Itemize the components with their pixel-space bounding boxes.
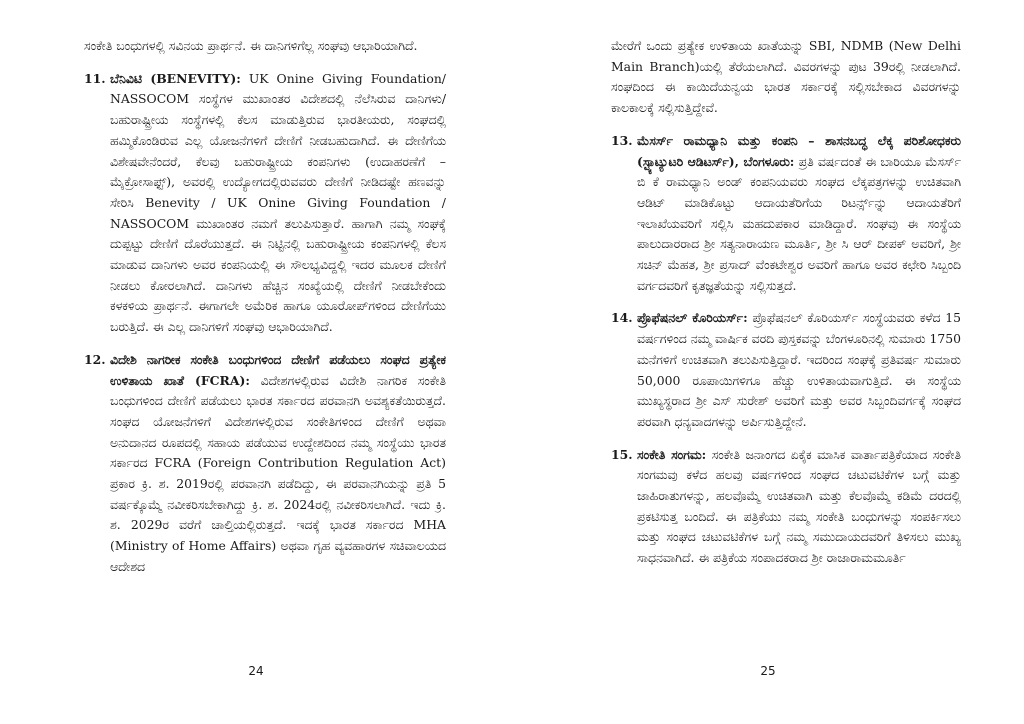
list-item-13 — [611, 131, 961, 297]
item-heading: ಬೆನಿವಿಟಿ (BENEVITY): — [110, 70, 241, 86]
item-heading: ವಿದೇಶಿ ನಾಗರೀಕ ಸಂಕೇತಿ ಬಂಧುಗಳಿಂದ ದೇಣಿಗೆ ಪಡೆಯಲು ಸಂಘದ ಪ್ರತ್ಯೇಕ ಉಳಿತಾಯ ಖಾತೆ (FCRA): — [110, 351, 446, 388]
item-number: 11. — [84, 70, 106, 86]
right-page-intro: ಮೇರೆಗೆ ಒಂದು ಪ್ರತ್ಯೇಕ ಉಳಿತಾಯ ಖಾತೆಯನ್ನು SBI, NDMB (New Delhi Main Branch)ಯಲ್ಲಿ ತೆರೆಯಲಾಗಿದೆ. ವಿವರಗಳನ್ನು ಪುಟ 39ರಲ್ಲಿ ನೀಡಲಾಗಿದೆ. ಸಂಘದಿಂದ ಈ ಕಾಯಿದೆಯನ್ವಯ ಭಾರತ ಸರ್ಕಾರಕ್ಕೆ ಸಲ್ಲಿಸಬೇಕಾದ ವಿವರಗಳನ್ನು ಕಾಲಕಾಲಕ್ಕೆ ಸಲ್ಲಿಸುತ್ತಿದ್ದೇವೆ. — [611, 38, 961, 116]
item-heading: ಮೆಸರ್ಸ್ ರಾಮಧ್ಯಾನಿ ಮತ್ತು ಕಂಪನಿ – ಶಾಸನಬದ್ಧ ಲೆಕ್ಕ ಪರಿಶೋಧಕರು (ಸ್ಟ್ಯಾಟ್ಯುಟರಿ ಆಡಿಟರ್ಸ್), ಬೆಂಗಳೂರು: — [637, 132, 961, 169]
item-number: 13. — [611, 132, 633, 148]
page-number: 25 — [760, 664, 776, 678]
item-text: ಪ್ರತಿ ವರ್ಷದಂತೆ ಈ ಬಾರಿಯೂ ಮೆಸರ್ಸ್ ಬಿ ಕೆ ರಾಮಧ್ಯಾನಿ ಅಂಡ್ ಕಂಪನಿಯವರು ಸಂಘದ ಲೆಕ್ಕಪತ್ರಗಳನ್ನು ಉಚಿತವಾಗಿ ಆಡಿಟ್ ಮಾಡಿಕೊಟ್ಟು ಆದಾಯತೆರಿಗೆಯ ರಿಟರ್ನ್ಸ್‌ನ್ನು ಆದಾಯತೆರಿಗೆ ಇಲಾಖೆಯವರಿಗೆ ಸಲ್ಲಿಸಿ ಮಹದುಪಕಾರ ಮಾಡಿದ್ದಾರೆ. ಸಂಘವು ಈ ಸಂಸ್ಥೆಯ ಪಾಲುದಾರರಾದ ಶ್ರೀ ಸತ್ಯನಾರಾಯಣ ಮೂರ್ತಿ, ಶ್ರೀ ಸಿ ಆರ್ ದೀಪಕ್ ಅವರಿಗೆ, ಶ್ರೀ ಸಚಿನ್ ಮೆಹತ, ಶ್ರೀ ಪ್ರಸಾದ್ ವೆಂಕಟೇಶ್ವರ ಅವರಿಗೆ ಹಾಗೂ ಅವರ ಕಛೇರಿ ಸಿಬ್ಬಂದಿ ವರ್ಗದವರಿಗೆ ಕೃತಜ್ಞತೆಯನ್ನು ಸಲ್ಲಿಸುತ್ತದೆ. — [637, 153, 961, 293]
item-body — [84, 350, 446, 578]
list-item-11 — [84, 69, 446, 338]
item-text: ವಿದೇಶಗಳಲ್ಲಿರುವ ವಿದೇಶಿ ನಾಗರಿಕ ಸಂಕೇತಿ ಬಂಧುಗಳಿಂದ ದೇಣಿಗೆ ಪಡೆಯಲು ಭಾರತ ಸರ್ಕಾರದ ಪರವಾನಗಿ ಅವಶ್ಯಕತೆಯಿರುತ್ತದೆ. ಸಂಘದ ಯೋಜನೆಗಳಿಗೆ ವಿದೇಶಗಳಲ್ಲಿರುವ ಸಂಕೇತಿಗಳಿಂದ ದೇಣಿಗೆ ಅಥವಾ ಅನುದಾನದ ರೂಪದಲ್ಲಿ ಸಹಾಯ ಪಡೆಯುವ ಉದ್ದೇಶದಿಂದ ನಮ್ಮ ಸಂಸ್ಥೆಯು ಭಾರತ ಸರ್ಕಾರದ FCRA (Foreign Contribution Regulation Act) ಪ್ರಕಾರ ಕ್ರಿ. ಶ. 2019ರಲ್ಲಿ ಪರವಾನಗಿ ಪಡೆದಿದ್ದು, ಈ ಪರವಾನಗಿಯನ್ನು ಪ್ರತಿ 5 ವರ್ಷಕ್ಕೊಮ್ಮೆ ನವೀಕರಿಸಬೇಕಾಗಿದ್ದು ಕ್ರಿ. ಶ. 2024ರಲ್ಲಿ ನವೀಕರಿಸಲಾಗಿದೆ. ಇದು ಕ್ರಿ. ಶ. 2029ರ ವರೆಗೆ ಚಾಲ್ತಿಯಲ್ಲಿರುತ್ತದೆ. ಇದಕ್ಕೆ ಭಾರತ ಸರ್ಕಾರದ MHA (Ministry of Home Affairs) ಅಥವಾ ಗೃಹ ವ್ಯವಹಾರಗಳ ಸಚಿವಾಲಯದ ಆದೇಶದ — [110, 372, 446, 574]
left-page-text-column — [84, 36, 446, 578]
list-item-14 — [611, 308, 961, 432]
right-page-text-column — [611, 36, 961, 569]
item-text: UK Onine Giving Foundation/ NASSOCOM ಸಂಸ್ಥೆಗಳ ಮುಖಾಂತರ ವಿದೇಶದಲ್ಲಿ ನೆಲೆಸಿರುವ ದಾನಿಗಳು/ಬಹುರಾಷ್ಟ್ರೀಯ ಸಂಸ್ಥೆಗಳಲ್ಲಿ ಕೆಲಸ ಮಾಡುತ್ತಿರುವ ಭಾರತೀಯರು, ಸಂಘದಲ್ಲಿ ಹಮ್ಮಿಕೊಂಡಿರುವ ಎಲ್ಲ ಯೋಜನೆಗಳಿಗೆ ದೇಣಿಗೆ ನೀಡಬಹುದಾಗಿದೆ. ಈ ದೇಣಿಗೆಯ ವಿಶೇಷವೇನೆಂದರೆ, ಕೆಲವು ಬಹುರಾಷ್ಟ್ರೀಯ ಕಂಪನಿಗಳು (ಉದಾಹರಣೆಗೆ – ಮೈಕ್ರೋಸಾಫ್ಟ್), ಅವರಲ್ಲಿ ಉದ್ಯೋಗದಲ್ಲಿರುವವರು ದೇಣಿಗೆ ನೀಡಿದಷ್ಟೇ ಹಣವನ್ನು ಸೇರಿಸಿ Benevity / UK Onine Giving Foundation / NASSOCOM ಮುಖಾಂತರ ನಮಗೆ ತಲುಪಿಸುತ್ತಾರೆ. ಹಾಗಾಗಿ ನಮ್ಮ ಸಂಘಕ್ಕೆ ದುಪ್ಪಟ್ಟು ದೇಣಿಗೆ ದೊರೆಯುತ್ತದೆ. ಈ ನಿಟ್ಟಿನಲ್ಲಿ ಬಹುರಾಷ್ಟ್ರೀಯ ಕಂಪನಿಗಳಲ್ಲಿ ಕೆಲಸ ಮಾಡುವ ದಾನಿಗಳು ಅವರ ಕಂಪನಿಯಲ್ಲಿ ಈ ಸೌಲಭ್ಯವಿದ್ದಲ್ಲಿ ಇದರ ಮೂಲಕ ದೇಣಿಗೆ ನೀಡಲು ಕೋರಲಾಗಿದೆ. ದಾನಿಗಳು ಹೆಚ್ಚಿನ ಸಂಖ್ಯೆಯಲ್ಲಿ ದೇಣಿಗೆ ನೀಡಬೇಕೆಂದು ಕಳಕಳಿಯ ಪ್ರಾರ್ಥನೆ. ಈಗಾಗಲೇ ಅಮೆರಿಕ ಹಾಗೂ ಯೂರೋಪ್‌ಗಳಿಂದ ದೇಣಿಗೆಯು ಬರುತ್ತಿದೆ. ಈ ಎಲ್ಲ ದಾನಿಗಳಿಗೆ ಸಂಘವು ಆಭಾರಿಯಾಗಿದೆ. — [110, 70, 446, 335]
item-body — [611, 308, 961, 432]
item-body — [84, 69, 446, 338]
item-number: 15. — [611, 446, 633, 462]
item-text: ಸಂಕೇತಿ ಜನಾಂಗದ ಏಕೈಕ ಮಾಸಿಕ ವಾರ್ತಾಪತ್ರಿಕೆಯಾದ ಸಂಕೇತಿ ಸಂಗಮವು ಕಳೆದ ಹಲವು ವರ್ಷಗಳಿಂದ ಸಂಘದ ಚಟುವಟಿಕೆಗಳ ಬಗ್ಗೆ ಮತ್ತು ಜಾಹಿರಾತುಗಳನ್ನು, ಹಲವೊಮ್ಮೆ ಉಚಿತವಾಗಿ ಮತ್ತು ಕೆಲವೊಮ್ಮೆ ಕಡಿಮೆ ದರದಲ್ಲಿ ಪ್ರಕಟಿಸುತ್ತ ಬಂದಿದೆ. ಈ ಪತ್ರಿಕೆಯು ನಮ್ಮ ಸಂಕೇತಿ ಬಂಧುಗಳನ್ನು ಸಂಪರ್ಕಿಸಲು ಮತ್ತು ಸಂಘದ ಚಟುವಟಿಕೆಗಳ ಬಗ್ಗೆ ನಮ್ಮ ಸಮುದಾಯದವರಿಗೆ ತಿಳಿಸಲು ಮುಖ್ಯ ಸಾಧನವಾಗಿದೆ. ಈ ಪತ್ರಿಕೆಯ ಸಂಪಾದಕರಾದ ಶ್ರೀ ರಾಜಾರಾಮಮೂರ್ತಿ — [637, 446, 962, 566]
item-body — [611, 445, 961, 569]
left-page-intro: ಸಂಕೇತಿ ಬಂಧುಗಳಲ್ಲಿ ಸವಿನಯ ಪ್ರಾರ್ಥನೆ. ಈ ದಾನಿಗಳಿಗೆಲ್ಲ ಸಂಘವು ಆಭಾರಿಯಾಗಿದೆ. — [84, 38, 418, 53]
page-number: 24 — [248, 664, 264, 678]
item-heading: ಸಂಕೇತಿ ಸಂಗಮ: — [637, 446, 707, 462]
list-item-12 — [84, 350, 446, 578]
item-number: 14. — [611, 310, 633, 326]
item-heading: ಪ್ರೊಫೆಷನಲ್ ಕೊರಿಯರ್ಸ್: — [637, 310, 748, 326]
item-text: ಪ್ರೊಫೆಷನಲ್ ಕೊರಿಯರ್ಸ್ ಸಂಸ್ಥೆಯವರು ಕಳೆದ 15 ವರ್ಷಗಳಿಂದ ನಮ್ಮ ವಾರ್ಷಿಕ ವರದಿ ಪುಸ್ತಕವನ್ನು ಬೆಂಗಳೂರಿನಲ್ಲಿ ಸುಮಾರು 1750 ಮನೆಗಳಿಗೆ ಉಚಿತವಾಗಿ ತಲುಪಿಸುತ್ತಿದ್ದಾರೆ. ಇದರಿಂದ ಸಂಘಕ್ಕೆ ಪ್ರತಿವರ್ಷ ಸುಮಾರು 50,000 ರೂಪಾಯಿಗಳಿಗೂ ಹೆಚ್ಚು ಉಳಿತಾಯವಾಗುತ್ತಿದೆ. ಈ ಸಂಸ್ಥೆಯ ಮುಖ್ಯಸ್ಥರಾದ ಶ್ರೀ ಎಸ್ ಸುರೇಶ್ ಅವರಿಗೆ ಮತ್ತು ಅವರ ಸಿಬ್ಬಂದಿವರ್ಗಕ್ಕೆ ಸಂಘದ ಪರವಾಗಿ ಧನ್ಯವಾದಗಳನ್ನು ಅರ್ಪಿಸುತ್ತಿದ್ದೇನೆ. — [637, 310, 961, 429]
list-item-15 — [611, 445, 961, 569]
item-number: 12. — [84, 351, 106, 367]
item-body — [611, 131, 961, 297]
right-page — [512, 0, 1024, 724]
